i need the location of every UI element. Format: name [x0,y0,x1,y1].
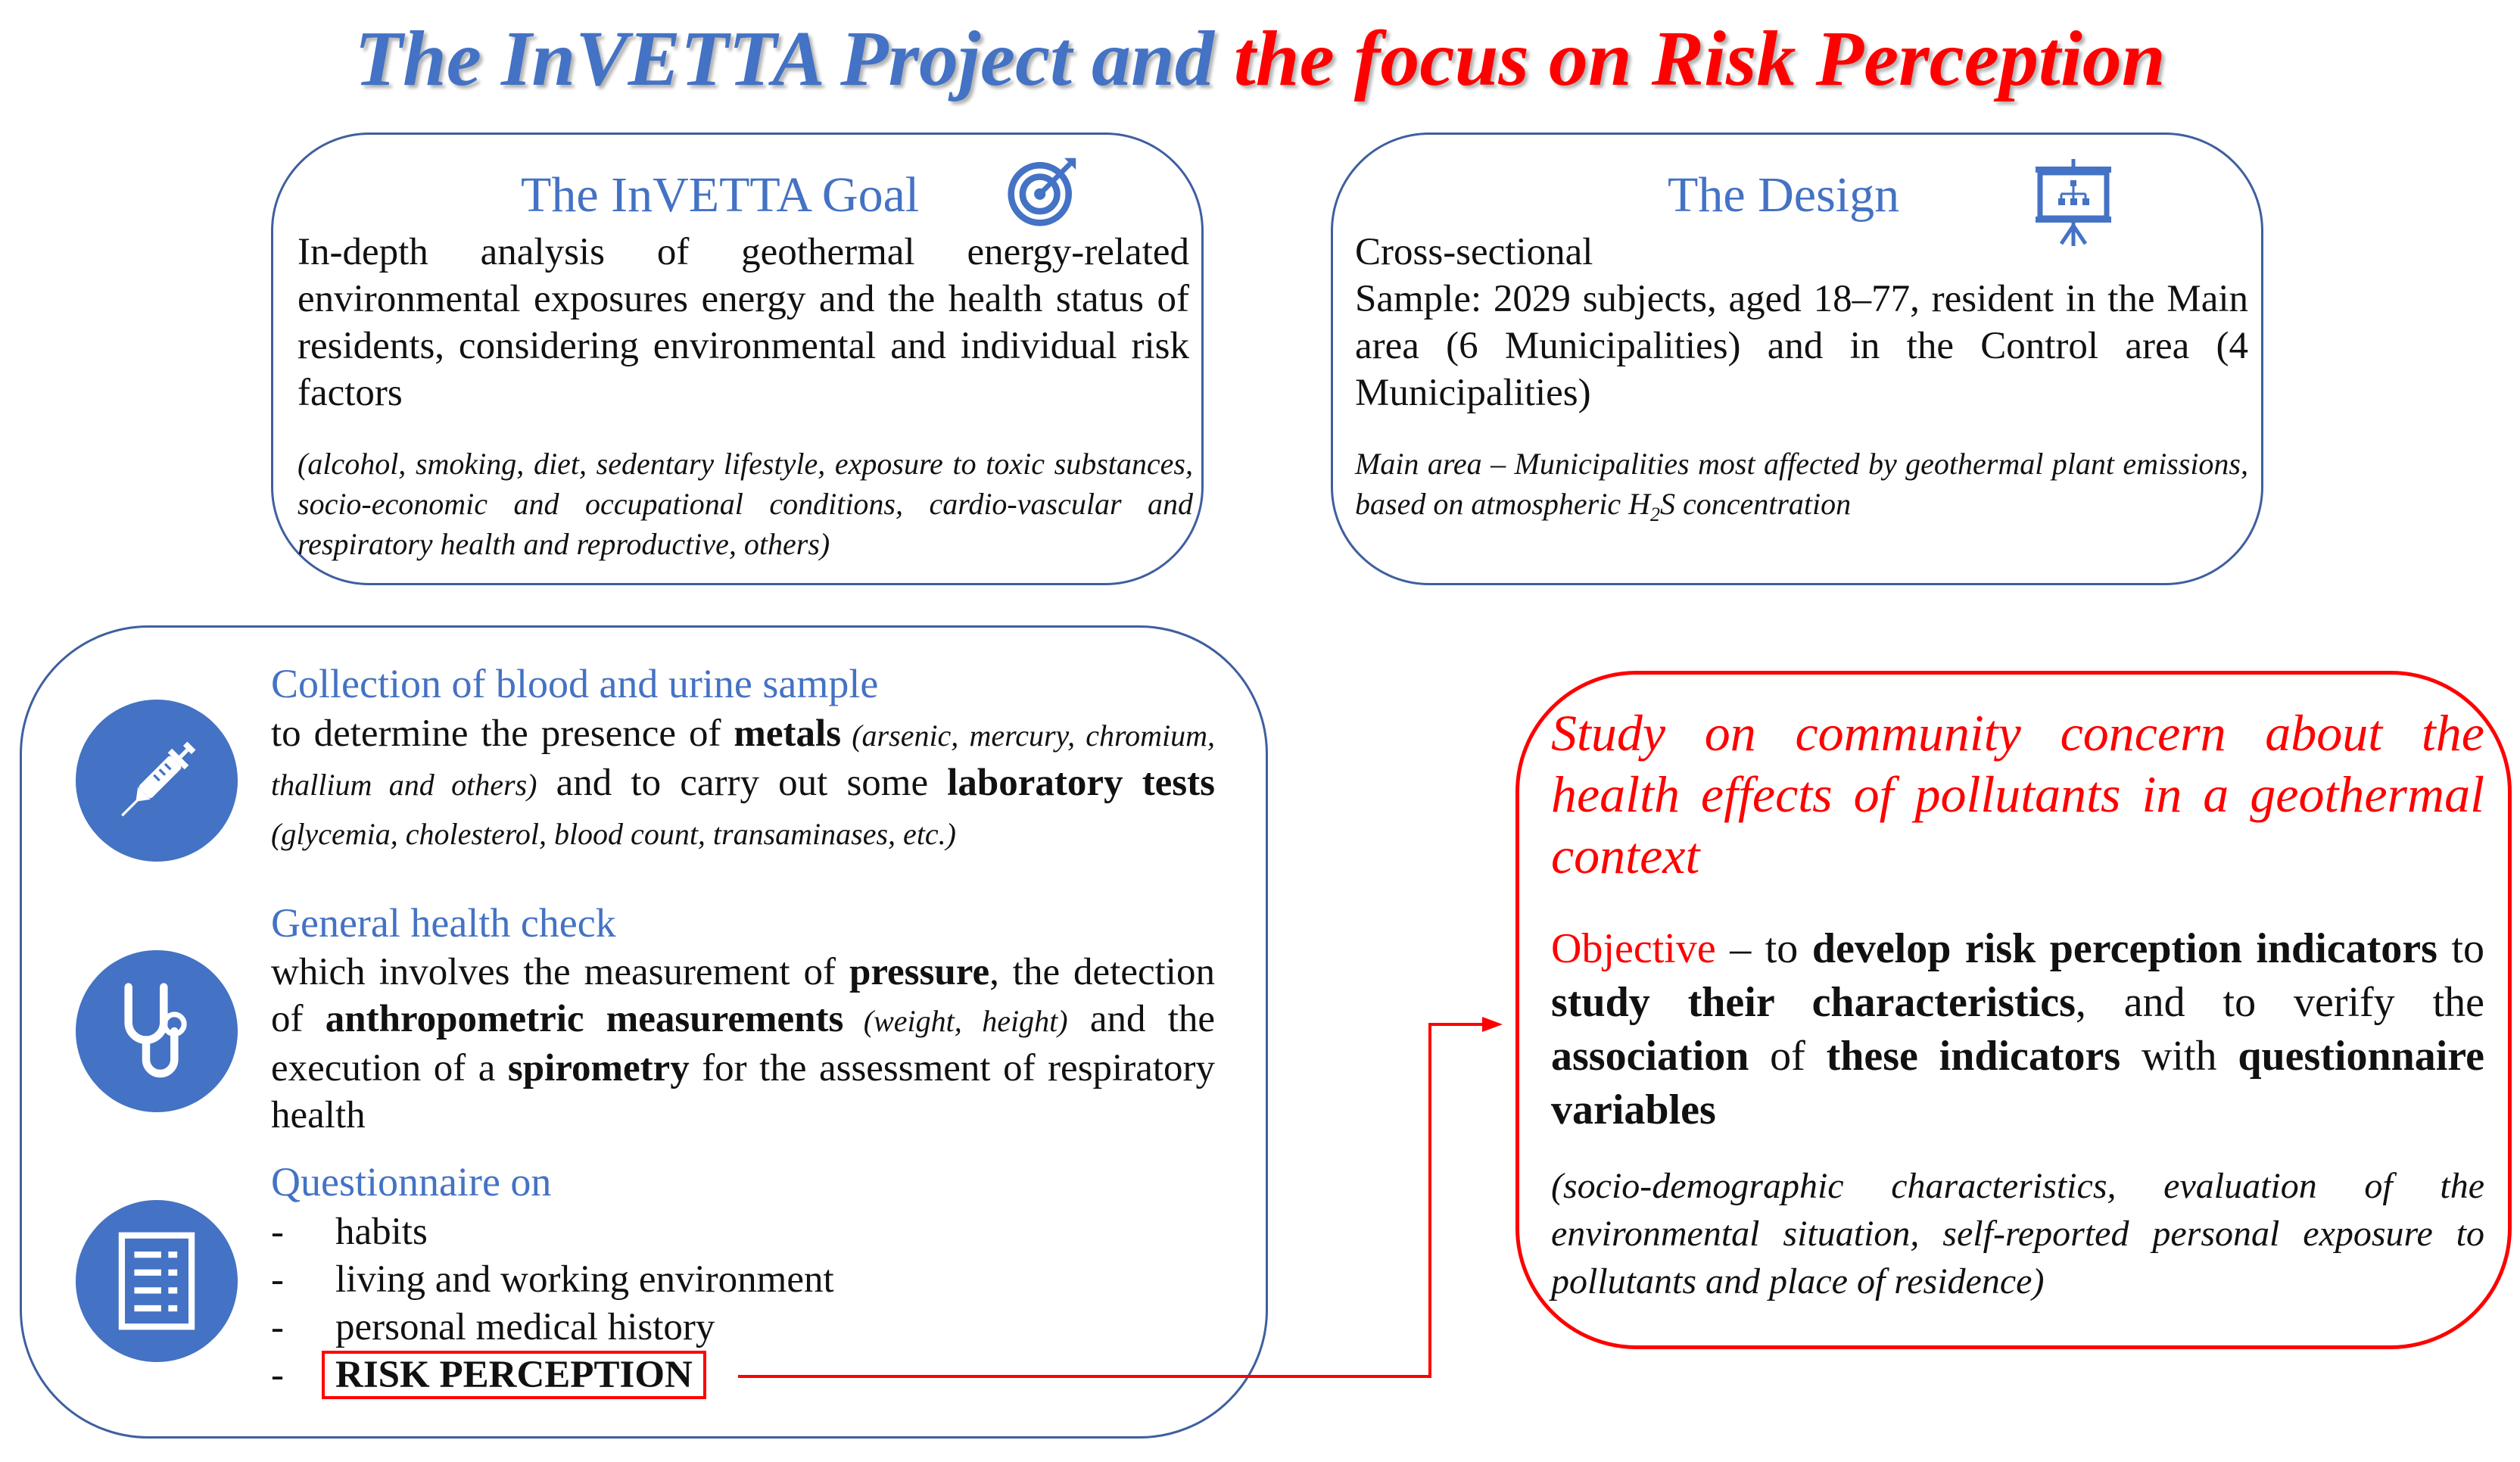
objective-text-4: of [1749,1033,1827,1080]
health-measure-list: (weight, height) [843,1004,1068,1038]
health-heading: General health check [271,900,616,946]
health-text-4: for the assessment of respiratory health [271,1047,1215,1136]
questionnaire-heading: Questionnaire on [271,1159,552,1205]
collection-text-1: to determine the presence of [271,712,734,755]
item-label: personal medical history [335,1306,715,1348]
dash: - [271,1306,284,1348]
health-text-2: , the detection of [271,951,1215,1040]
design-note-subscript: 2 [1649,503,1660,525]
study-title: Study on community concern about the health effects of pollutants in a geothermal context [1551,704,2484,884]
design-type: Cross-sectional [1355,231,1593,273]
objective-bold-1: develop risk perception indicators [1811,925,2437,972]
collection-tests-list: (glycemia, cholesterol, blood count, transaminases, etc.) [271,817,956,851]
health-bold-pressure: pressure [849,951,990,993]
study-objective [1551,922,2484,1137]
dash: - [271,1211,284,1253]
objective-text-1: – to [1715,925,1812,972]
collection-bold-metals: metals [734,712,842,755]
design-heading: The Design [1668,167,1900,223]
study-note: (socio-demographic characteristics, evaluation of the environmental situation, self-reported personal exposure to pollutants and place of residence) [1551,1166,2484,1301]
health-text-3: and the execution of a [271,998,1215,1089]
goal-text: In-depth analysis of geothermal energy-related environmental exposures energy and the health status of residents, considering environmental and individual risk factors [297,231,1189,414]
collection-heading: Collection of blood and urine sample [271,661,879,706]
health-bold-anthropometric: anthropometric measurements [325,998,844,1040]
item-label: habits [335,1211,428,1253]
objective-text-3: , and to verify the [2075,979,2484,1026]
objective-bold-4: these indicators [1826,1033,2121,1080]
collection-metals-list: (arsenic, mercury, chromium, thallium and others) [271,719,1215,802]
title-part-1: The InVETTA Project and [354,15,1234,102]
collection-text-2: and to carry out some [537,762,948,804]
design-sample: Sample: 2029 subjects, aged 18–77, resident in the Main area (6 Municipalities) and in the Control area (4 Municipalities) [1355,278,2248,414]
dash: - [271,1258,284,1301]
design-note-text: Main area – Municipalities most affected by geothermal plant emissions, based on atmospheric H [1355,447,2248,521]
objective-bold-5: questionnaire variables [1551,1033,2485,1133]
objective-bold-3: association [1551,1033,1749,1080]
health-text-1: which involves the measurement of [271,951,849,993]
risk-perception-highlight: RISK PERCEPTION [322,1351,706,1399]
goal-heading: The InVETTA Goal [521,167,920,223]
design-note-text-end: S concentration [1659,487,1852,521]
objective-bold-2: study their characteristics [1551,979,2076,1026]
goal-note: (alcohol, smoking, diet, sedentary lifestyle, exposure to toxic substances, socio-economic and occupational conditions, cardio-vascular and respiratory health and reproductive, others) [297,447,1193,561]
dash: - [271,1354,284,1396]
objective-text-5: with [2120,1033,2238,1080]
item-label: living and working environment [335,1258,834,1301]
collection-bold-tests: laboratory tests [947,762,1215,804]
health-bold-spirometry: spirometry [507,1047,690,1089]
objective-text-2: to [2437,925,2485,972]
title-part-2: the focus on Risk Perception [1233,15,2166,102]
objective-label: Objective [1551,925,1716,972]
